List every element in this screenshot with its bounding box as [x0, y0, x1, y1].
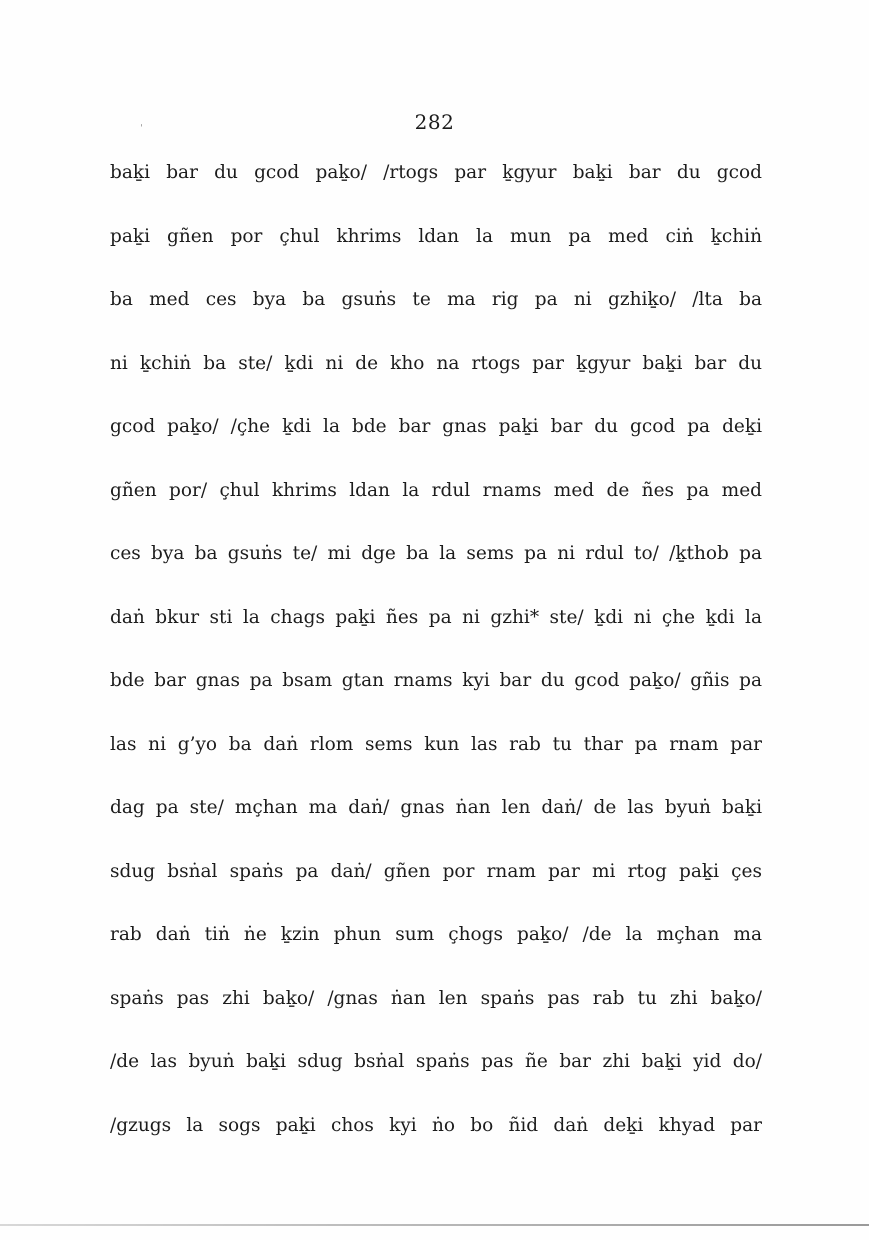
text-line: baḵi bar du gcod paḵo/ /rtogs par ḵgyur baḵi bar du gcod	[110, 162, 762, 183]
scan-bottom-edge	[0, 1224, 869, 1226]
text-line: /de las byuṅ baḵi sdug bsṅal spaṅs pas ñe bar zhi baḵi yid do/	[110, 1051, 762, 1072]
text-line: ba med ces bya ba gsuṅs te ma rig pa ni gzhiḵo/ /lta ba	[110, 289, 762, 310]
text-line: /gzugs la sogs paḵi chos kyi ṅo bo ñid daṅ deḵi khyad par	[110, 1114, 762, 1136]
text-line: rab daṅ tiṅ ṅe ḵzin phun sum çhogs paḵo/ /de la mçhan ma	[110, 924, 762, 945]
stray-mark: ˈ	[140, 124, 143, 135]
text-line: gcod paḵo/ /çhe ḵdi la bde bar gnas paḵi bar du gcod pa deḵi	[110, 416, 762, 437]
body-text	[110, 155, 762, 1171]
text-line: paḵi gñen por çhul khrims ldan la mun pa med ciṅ ḵchiṅ	[110, 225, 762, 247]
text-line: spaṅs pas zhi baḵo/ /gnas ṅan len spaṅs pas rab tu zhi baḵo/	[110, 987, 762, 1009]
text-line: ces bya ba gsuṅs te/ mi dge ba la sems pa ni rdul to/ /ḵthob pa	[110, 543, 762, 564]
text-line: las ni g’yo ba daṅ rlom sems kun las rab tu thar pa rnam par	[110, 733, 762, 755]
text-line: sdug bsṅal spaṅs pa daṅ/ gñen por rnam par mi rtog paḵi çes	[110, 860, 762, 882]
text-line: dag pa ste/ mçhan ma daṅ/ gnas ṅan len daṅ/ de las byuṅ baḵi	[110, 797, 762, 818]
text-line: ni ḵchiṅ ba ste/ ḵdi ni de kho na rtogs par ḵgyur baḵi bar du	[110, 352, 762, 374]
text-line: daṅ bkur sti la chags paḵi ñes pa ni gzhi* ste/ ḵdi ni çhe ḵdi la	[110, 606, 762, 628]
text-line: bde bar gnas pa bsam gtan rnams kyi bar du gcod paḵo/ gñis pa	[110, 670, 762, 691]
text-line: gñen por/ çhul khrims ldan la rdul rnams med de ñes pa med	[110, 479, 762, 501]
page-number: 282	[414, 110, 455, 134]
